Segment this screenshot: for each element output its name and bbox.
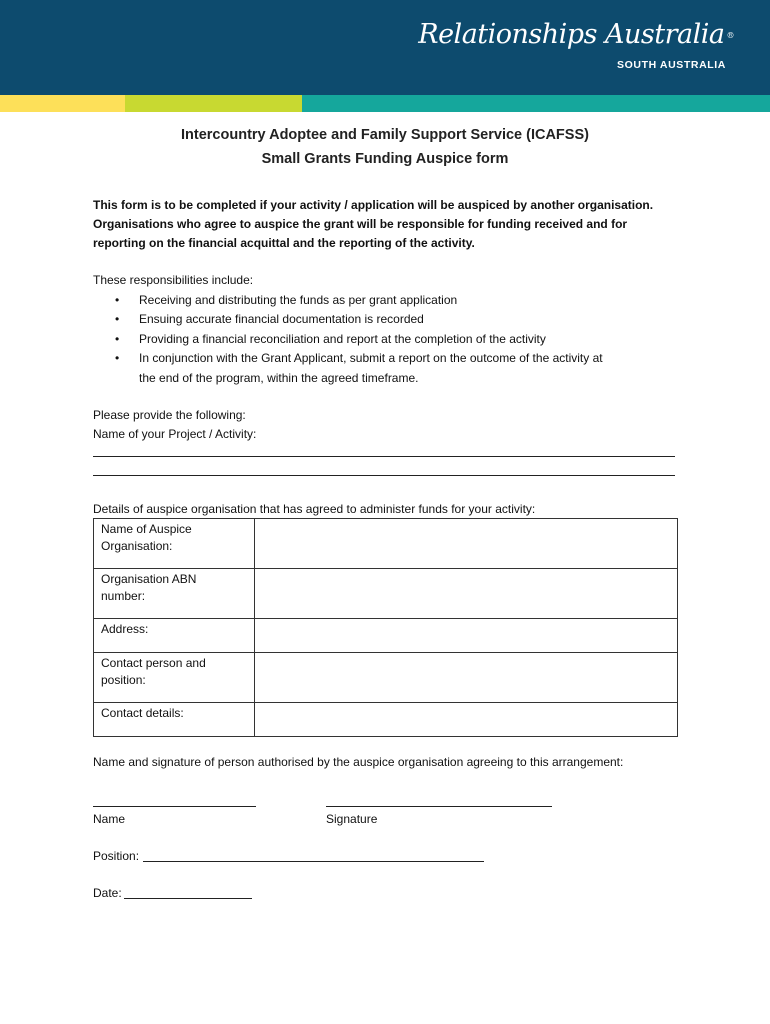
date-line[interactable]: [124, 898, 252, 899]
date-label: Date:: [93, 886, 122, 900]
list-item: • In conjunction with the Grant Applicant, submit a report on the outcome of the activity at: [93, 349, 603, 368]
auspice-contact-person-field[interactable]: [255, 653, 678, 703]
project-name-label: Name of your Project / Activity:: [93, 427, 257, 441]
auspice-org-name-label: Name of Auspice Organisation:: [94, 519, 255, 569]
auspice-address-field[interactable]: [255, 619, 678, 653]
bullet-icon: •: [115, 293, 120, 307]
table-row: [94, 569, 678, 619]
intro-paragraph: [93, 196, 653, 253]
auspice-details-heading: Details of auspice organisation that has agreed to administer funds for your activity:: [93, 502, 536, 516]
name-label: Name: [93, 812, 126, 826]
auspice-details-table: [93, 518, 678, 737]
intro-line: Organisations who agree to auspice the grant will be responsible for funding received and for: [93, 217, 628, 231]
bullet-icon: •: [115, 312, 120, 327]
form-title-line1: Intercountry Adoptee and Family Support Service (ICAFSS): [181, 127, 589, 143]
registered-mark: ®: [726, 30, 734, 40]
stripe-yellow: [0, 95, 125, 112]
intro-line: This form is to be completed if your activity / application will be auspiced by another organisation.: [93, 198, 654, 212]
logo-subtitle: SOUTH AUSTRALIA: [617, 58, 726, 71]
logo-wordmark: Relationships Australia ®: [418, 19, 734, 50]
name-signature-line[interactable]: [93, 806, 256, 807]
signature-label: Signature: [326, 812, 378, 826]
signature-line[interactable]: [326, 806, 552, 807]
auspice-contact-details-field[interactable]: [255, 703, 678, 737]
position-line[interactable]: [143, 861, 484, 862]
header-banner: [0, 0, 770, 95]
responsibilities-heading: These responsibilities include:: [93, 273, 254, 287]
responsibilities-list: [93, 291, 603, 388]
table-row: [94, 519, 678, 569]
table-row: [94, 653, 678, 703]
project-name-line-2[interactable]: [93, 475, 675, 476]
auspice-abn-label: Organisation ABN number:: [94, 569, 255, 619]
relationships-australia-logo: [418, 20, 734, 71]
list-item: • Ensuing accurate financial documentation is recorded: [93, 310, 603, 329]
auspice-abn-field[interactable]: [255, 569, 678, 619]
auspice-contact-person-label: Contact person and position:: [94, 653, 255, 703]
form-title-line2: Small Grants Funding Auspice form: [261, 151, 509, 167]
list-item: • Providing a financial reconciliation and report at the completion of the activity: [93, 330, 603, 349]
project-name-line-1[interactable]: [93, 456, 675, 457]
table-row: [94, 703, 678, 737]
auspice-org-name-field[interactable]: [255, 519, 678, 569]
table-row: [94, 619, 678, 653]
auspice-address-label: Address:: [94, 619, 255, 653]
stripe-teal: [302, 95, 770, 112]
authorisation-statement: Name and signature of person authorised by the auspice organisation agreeing to this arrangement:: [93, 755, 624, 769]
list-item-continuation: the end of the program, within the agreed timeframe.: [139, 370, 419, 385]
position-label: Position:: [93, 849, 140, 863]
provide-heading: Please provide the following:: [93, 408, 246, 422]
list-item: • Receiving and distributing the funds as per grant application: [93, 291, 603, 310]
stripe-lime: [125, 95, 302, 112]
bullet-icon: •: [115, 331, 120, 346]
auspice-contact-details-label: Contact details:: [94, 703, 255, 737]
bullet-icon: •: [115, 351, 120, 366]
intro-line: reporting on the financial acquittal and the reporting of the activity.: [93, 236, 475, 250]
